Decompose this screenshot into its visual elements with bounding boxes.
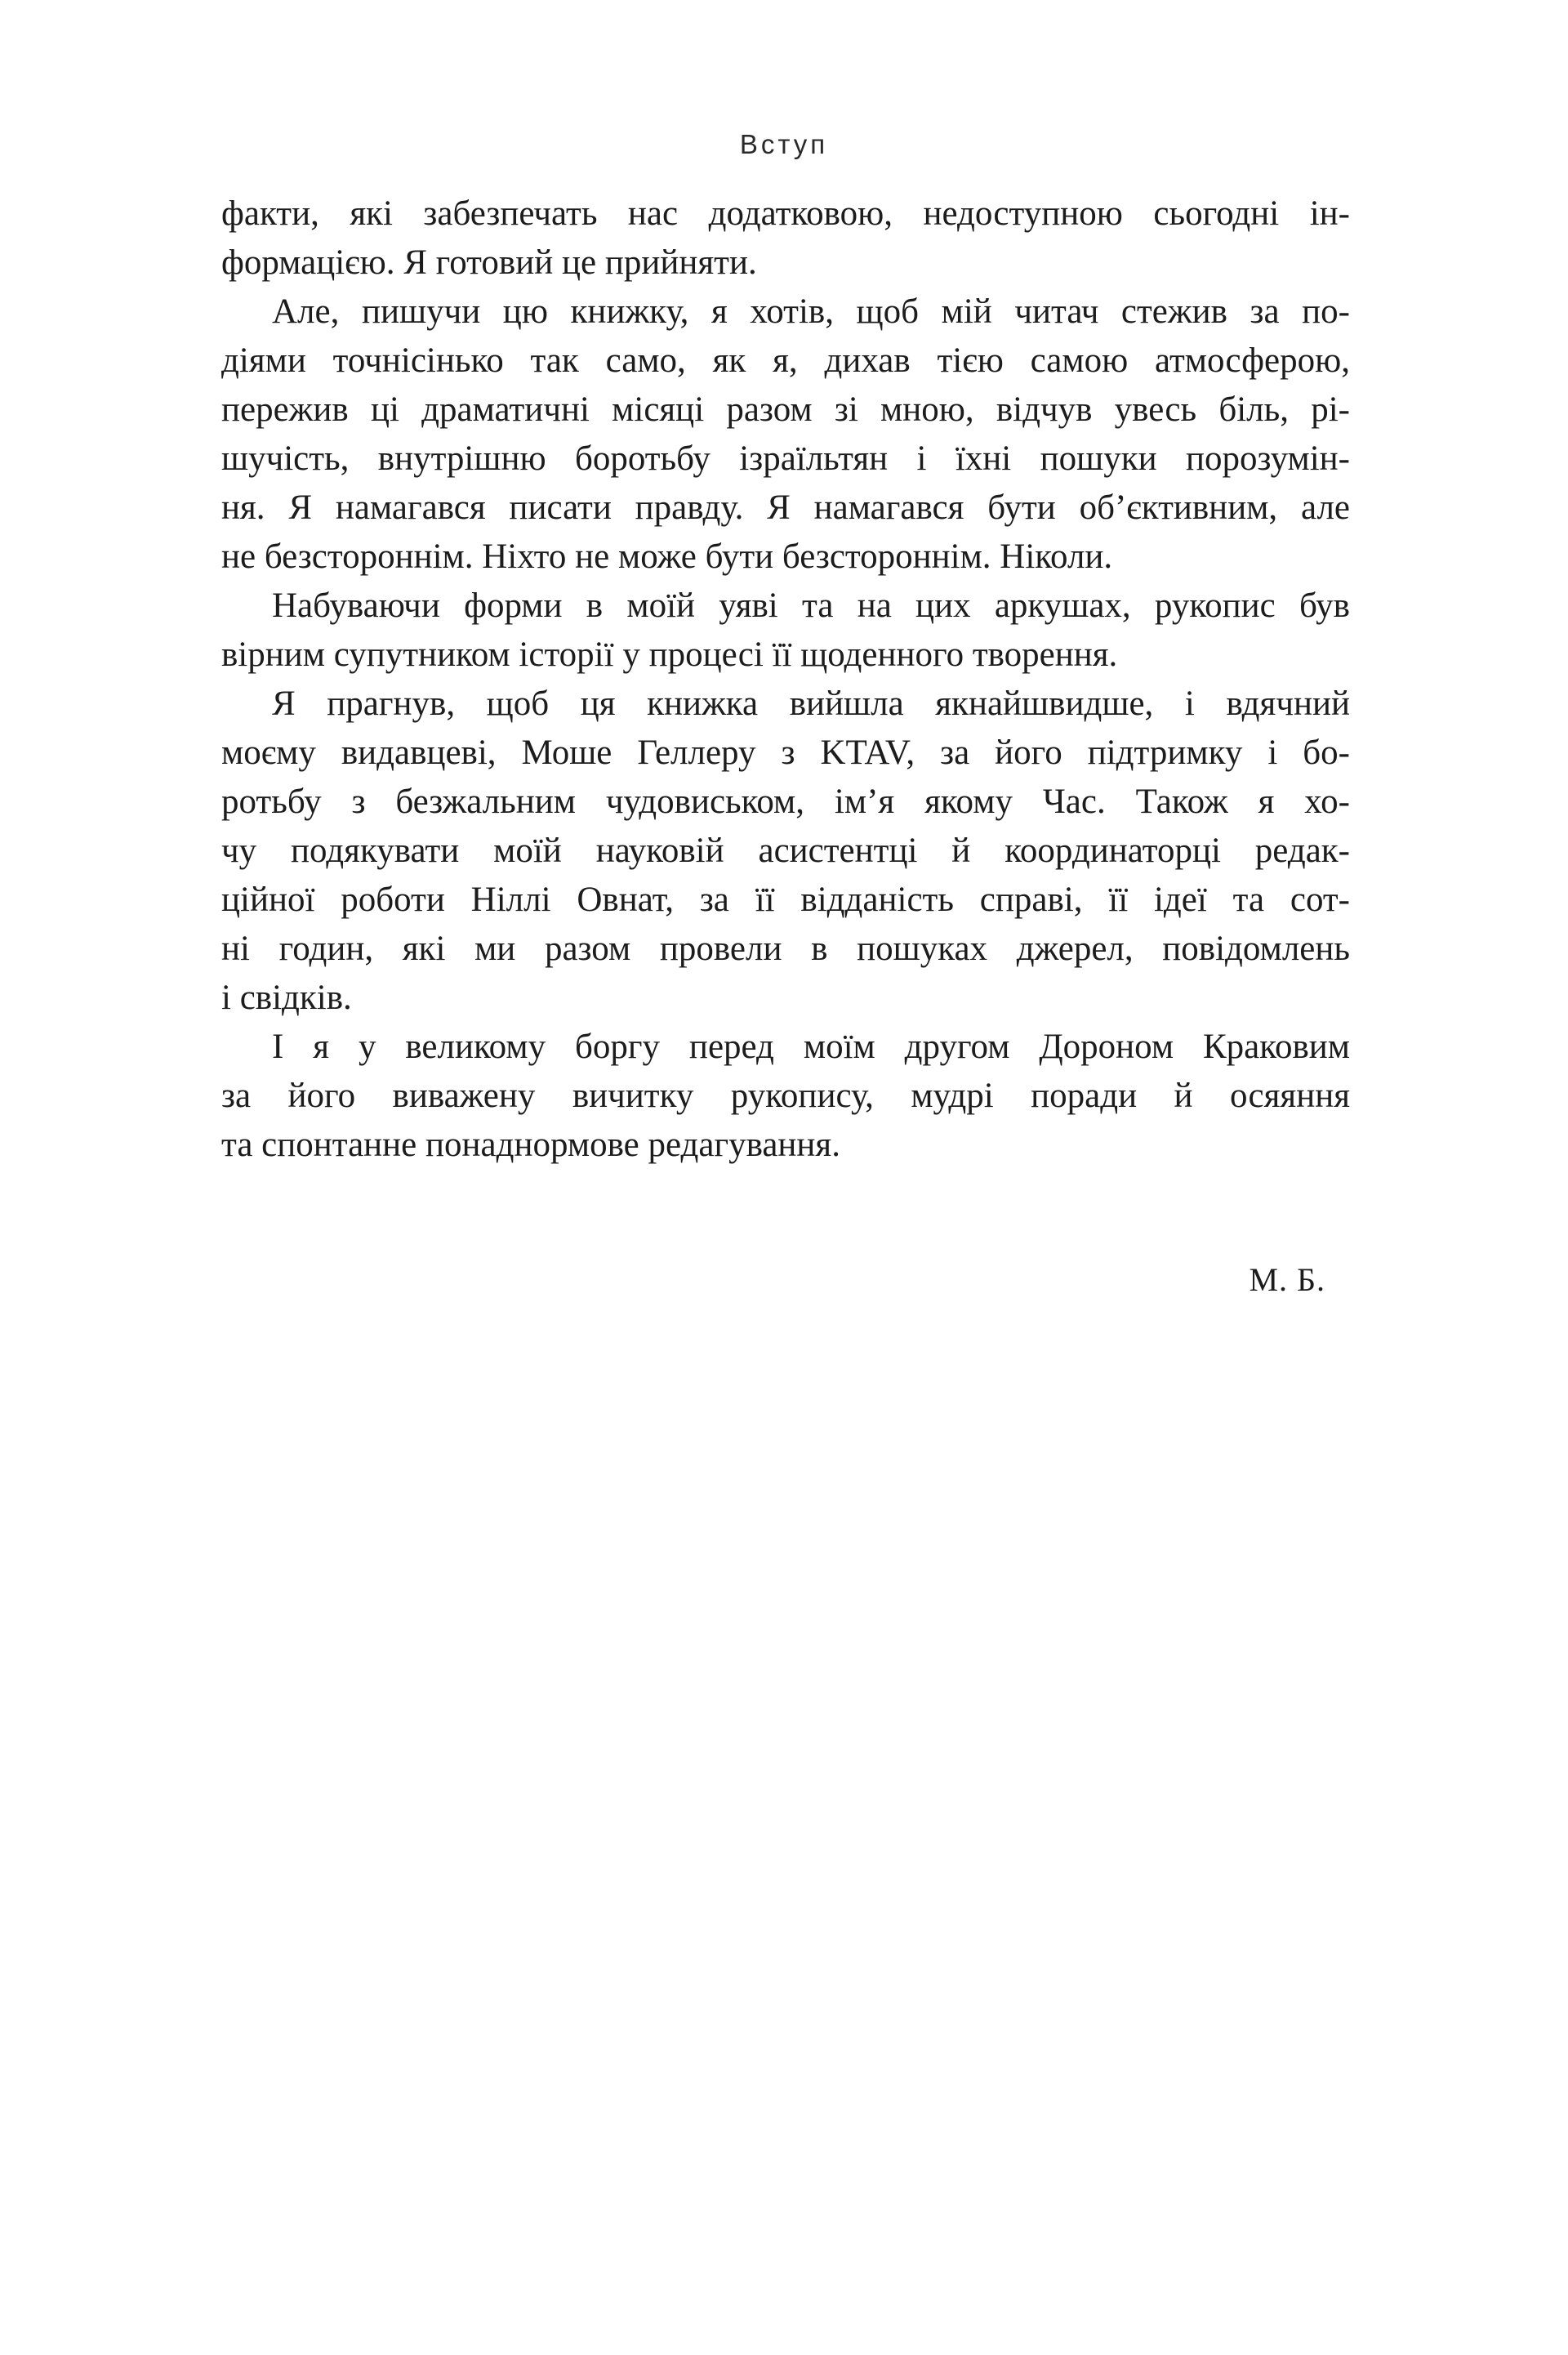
body-text xyxy=(221,190,1350,1170)
text-line: вірним супутником історії у процесі її щоденного творення. xyxy=(221,636,1118,674)
text-line: і свідків. xyxy=(221,979,352,1017)
text-line: не безстороннім. Ніхто не може бути безстороннім. Ніколи. xyxy=(221,537,1113,576)
text-line: шучість, внутрішню боротьбу ізраїльтян і їхні пошуки порозумін- xyxy=(221,439,1350,478)
text-line: за його виважену вичитку рукопису, мудрі поради й осяяння xyxy=(221,1077,1350,1115)
text-line: пережив ці драматичні місяці разом зі мною, відчув увесь біль, рі- xyxy=(221,390,1350,429)
running-head: Вступ xyxy=(739,129,829,159)
author-initials: М. Б. xyxy=(1249,1261,1325,1298)
text-line: Але, пишучи цю книжку, я хотів, щоб мій читач стежив за по- xyxy=(272,292,1350,331)
text-line: ційної роботи Ніллі Овнат, за її відданість справі, її ідеї та сот- xyxy=(221,881,1350,919)
text-line: формацією. Я готовий це прийняти. xyxy=(221,243,757,282)
text-line: І я у великому боргу перед моїм другом Дороном Краковим xyxy=(272,1028,1350,1066)
text-line: Я прагнув, щоб ця книжка вийшла якнайшвидше, і вдячний xyxy=(272,685,1350,723)
text-line: ротьбу з безжальним чудовиськом, ім’я якому Час. Також я хо- xyxy=(221,783,1350,821)
text-line: моєму видавцеві, Моше Геллеру з KTAV, за його підтримку і бо- xyxy=(221,734,1350,772)
text-line: діями точнісінько так само, як я, дихав тією самою атмосферою, xyxy=(221,341,1350,380)
text-line: ня. Я намагався писати правду. Я намагався бути об’єктивним, але xyxy=(221,488,1350,527)
text-line: ні годин, які ми разом провели в пошуках джерел, повідомлень xyxy=(221,930,1350,968)
text-line: факти, які забезпечать нас додатковою, недоступною сьогодні ін- xyxy=(221,194,1350,233)
text-line: та спонтанне понаднормове редагування. xyxy=(221,1126,840,1164)
text-line: чу подякувати моїй науковій асистентці й координаторці редак- xyxy=(221,832,1350,870)
text-line: Набуваючи форми в моїй уяві та на цих аркушах, рукопис був xyxy=(272,587,1350,625)
